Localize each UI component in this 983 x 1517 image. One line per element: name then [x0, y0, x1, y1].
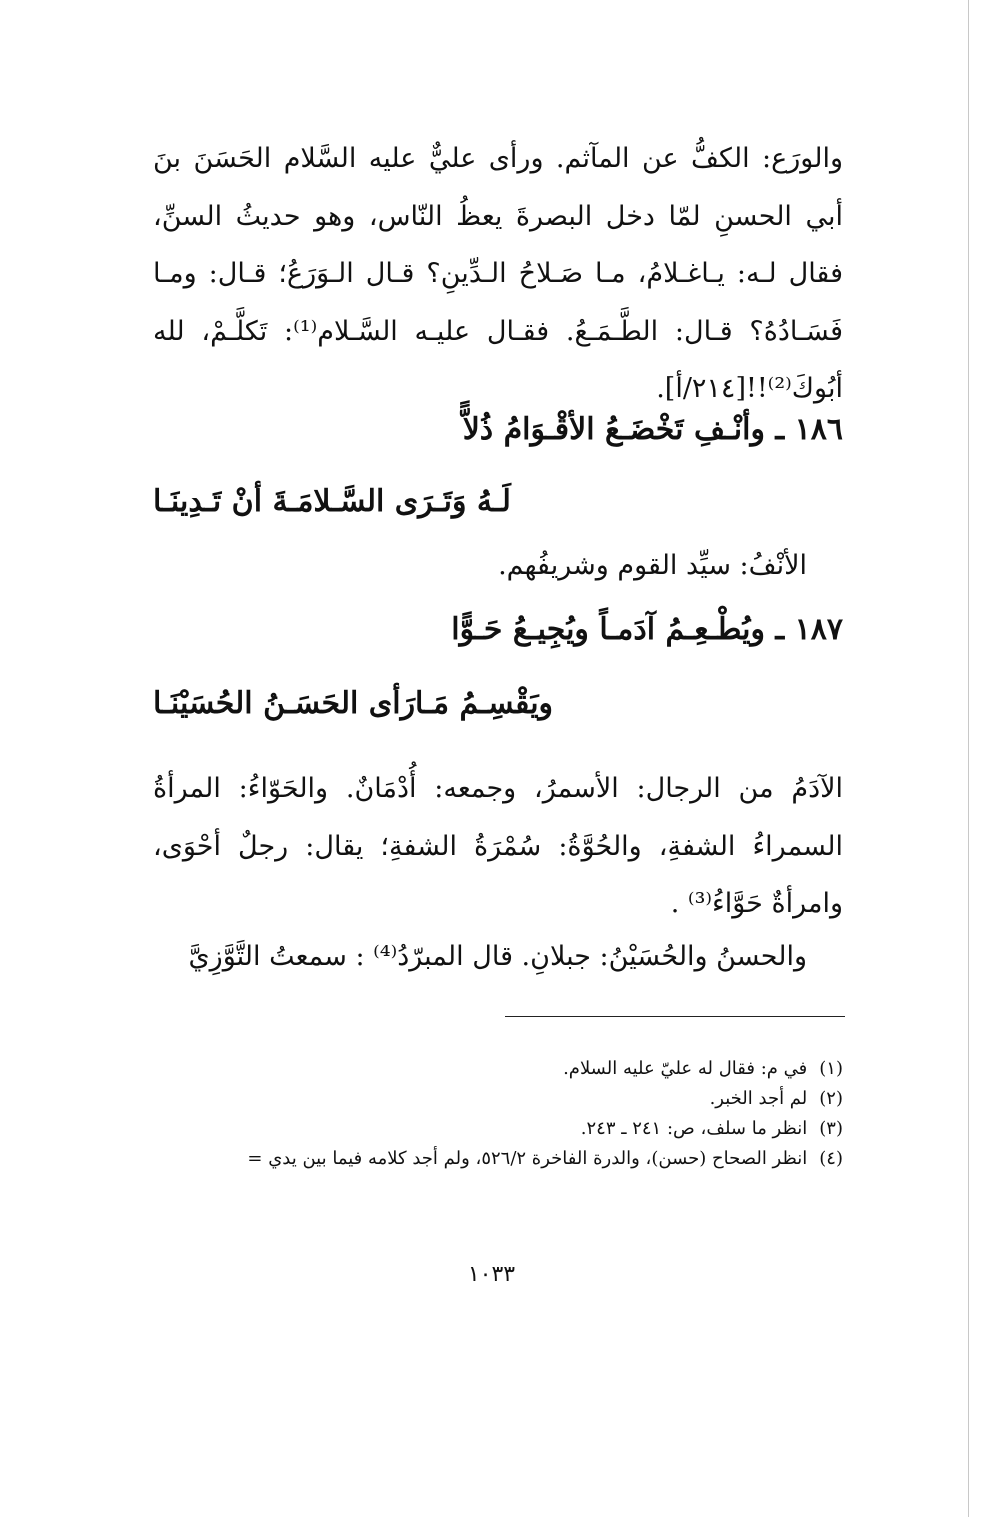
footnote-1 — [143, 1054, 843, 1084]
verse-187-second-hemistich: ويَقْسِـمُ مَـارَأى الحَسَـنُ الحُسَيْنَـا — [153, 686, 554, 721]
footnotes — [143, 1054, 843, 1174]
footnote-text: انظر الصحاح (حسن)، والدرة الفاخرة ٥٢٦/٢، ولم أجد كلامه فيما بين يدي = — [247, 1148, 808, 1169]
footnote-text: في م: فقال له عليّ عليه السلام. — [563, 1058, 808, 1079]
footnote-separator — [505, 1016, 845, 1017]
footnote-2 — [143, 1084, 843, 1114]
footnote-number: (٤) — [819, 1148, 843, 1169]
gloss-anf: الأنْفُ: سيِّد القوم وشريفُهم. — [498, 550, 807, 581]
footnote-number: (١) — [819, 1058, 843, 1079]
footnote-3 — [143, 1114, 843, 1144]
page-number: ١٠٣٣ — [467, 1262, 516, 1287]
commentary-paragraph-2: الآدَمُ من الرجال: الأسمرُ، وجمعه: أُدْمَانٌ. والحَوّاءُ: المرأةُ السمراءُ الشفةِ، والحُوَّةُ: سُمْرَةُ الشفةِ؛ يقال: رجلٌ أحْوَى، وامرأةٌ حَوَّاءُ⁽³⁾ . — [153, 773, 843, 919]
commentary-paragraph-1: والورَع: الكفُّ عن المآثم. ورأى عليٌّ عليه السَّلام الحَسَنَ بنَ أبي الحسنِ لمّا دخل البصرةَ يعظُ النّاس، وهو حديثُ السنِّ، فقال لـه: يـاغـلامُ، مـا صَـلاحُ الـدِّينِ؟ قـال الـوَرَعُ؛ قـال: ومـا فَسَـادُهُ؟ قـال: الطَّـمَـعُ. فقـال عليـه السَّـلام⁽¹⁾: تَكلَّـمْ، لله أبُوكَ⁽²⁾!![٢١٤/أ]. — [153, 143, 843, 404]
verse-187-first-hemistich: ١٨٧ ـ ويُطْـعِـمُ آدَمـاً ويُجِيـعُ حَـوًّا — [451, 612, 843, 647]
footnote-text: انظر ما سلف، ص: ٢٤١ ـ ٢٤٣. — [580, 1118, 808, 1139]
footnote-number: (٣) — [819, 1118, 843, 1139]
verse-186-first-hemistich: ١٨٦ ـ وأنْـفِ تَخْضَـعُ الأقْـوَامُ ذُلاًّ — [462, 412, 843, 447]
scan-edge-line — [968, 0, 969, 1517]
commentary-paragraph-3: والحسنُ والحُسَيْنُ: جبلانِ. قال المبرّدُ⁽⁴⁾ : سمعتُ التَّوَّزِيَّ — [188, 941, 807, 972]
footnote-text: لم أجد الخبر. — [709, 1088, 808, 1109]
footnote-4 — [143, 1144, 843, 1174]
footnote-number: (٢) — [819, 1088, 843, 1109]
verse-186-second-hemistich: لَـهُ وَتَـرَى السَّـلامَـةَ أنْ تَـدِينَـا — [153, 484, 511, 519]
